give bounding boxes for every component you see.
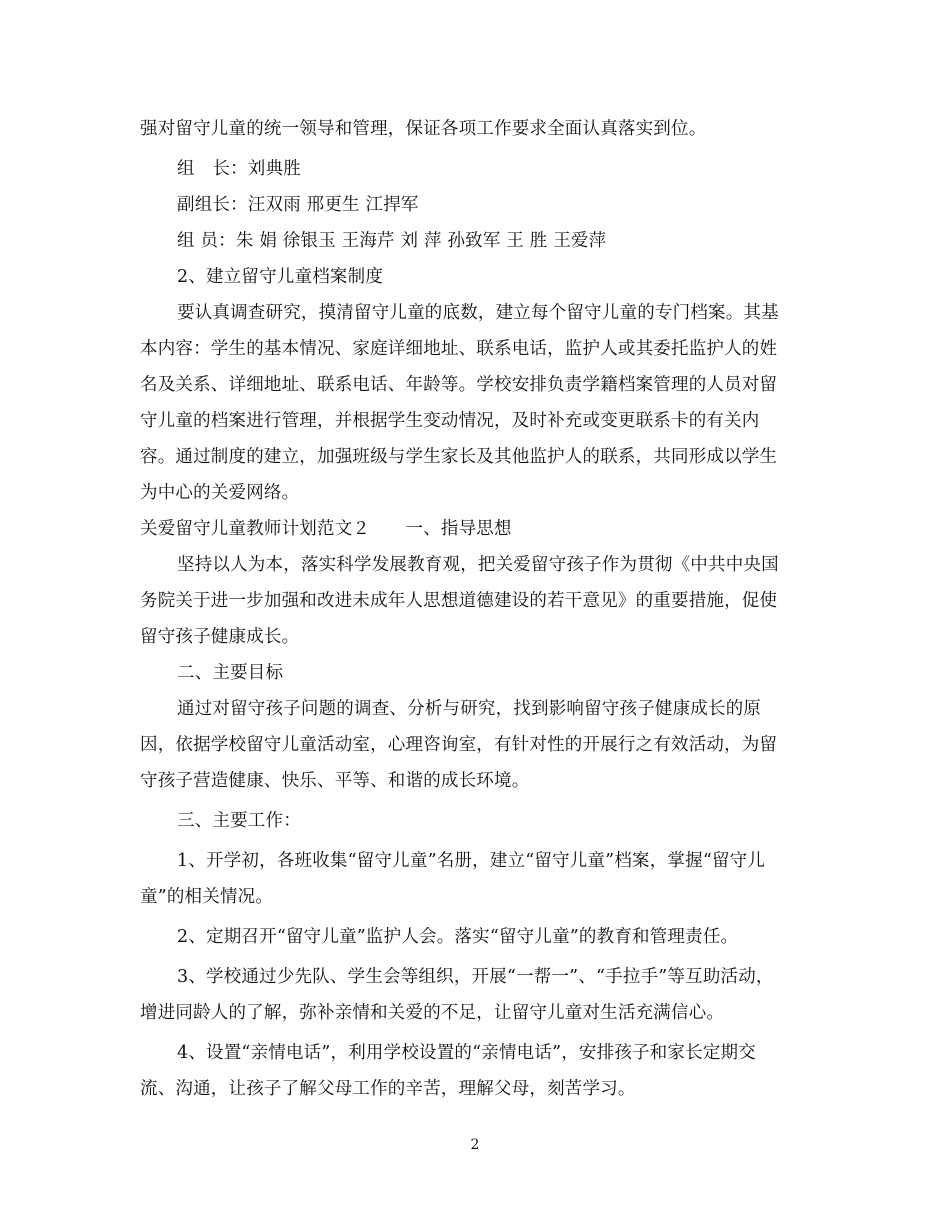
text-line: 3、学校通过少先队、学生会等组织，开展“一帮一”、“手拉手”等互助活动， [177, 967, 774, 987]
text-line: 组 长：刘典胜 [177, 159, 301, 179]
text-line: 守儿童的档案进行管理，并根据学生变动情况，及时补充或变更联系卡的有关内 [140, 411, 760, 431]
text-line: 副组长：汪双雨 邢更生 江捍军 [177, 195, 419, 215]
text-line: 1、开学初，各班收集“留守儿童”名册，建立“留守儿童”档案，掌握“留守儿 [177, 851, 766, 871]
text-line: 容。通过制度的建立，加强班级与学生家长及其他监护人的联系，共同形成以学生 [140, 447, 778, 467]
text-line: 留守孩子健康成长。 [140, 627, 300, 647]
text-line: 2、定期召开“留守儿童”监护人会。落实“留守儿童”的教育和管理责任。 [177, 927, 739, 947]
text-line: 童”的相关情况。 [140, 887, 274, 907]
text-line: 坚持以人为本，落实科学发展教育观，把关爱留守孩子作为贯彻《中共中央国 [177, 555, 779, 575]
section-heading: 三、主要工作： [177, 811, 301, 831]
section-heading: 二、主要目标 [177, 663, 284, 683]
text-line: 因，依据学校留守儿童活动室，心理咨询室，有针对性的开展行之有效活动，为留 [140, 735, 778, 755]
text-line: 增进同龄人的了解，弥补亲情和关爱的不足，让留守儿童对生活充满信心。 [140, 1003, 725, 1023]
text-line: 为中心的关爱网络。 [140, 483, 300, 503]
section-heading: 2、建立留守儿童档案制度 [177, 267, 384, 287]
text-line: 通过对留守孩子问题的调查、分析与研究，找到影响留守孩子健康成长的原 [177, 699, 762, 719]
text-line: 流、沟通，让孩子了解父母工作的辛苦，理解父母，刻苦学习。 [140, 1079, 636, 1099]
text-line: 务院关于进一步加强和改进未成年人思想道德建设的若干意见》的重要措施，促使 [140, 591, 778, 611]
text-line: 守孩子营造健康、快乐、平等、和谐的成长环境。 [140, 771, 530, 791]
text-line: 本内容：学生的基本情况、家庭详细地址、联系电话，监护人或其委托监护人的姓 [140, 339, 778, 359]
section-heading: 关爱留守儿童教师计划范文２ 一、指导思想 [140, 519, 512, 539]
text-line: 强对留守儿童的统一领导和管理，保证各项工作要求全面认真落实到位。 [140, 119, 707, 139]
page-number: 2 [470, 1137, 480, 1153]
text-line: 名及关系、详细地址、联系电话、年龄等。学校安排负责学籍档案管理的人员对留 [140, 375, 778, 395]
text-line: 要认真调查研究，摸清留守儿童的底数，建立每个留守儿童的专门档案。其基 [177, 303, 779, 323]
text-line: 组 员：朱 娟 徐银玉 王海芹 刘 萍 孙致军 王 胜 王爱萍 [177, 231, 607, 251]
text-line: 4、设置“亲情电话”，利用学校设置的“亲情电话”，安排孩子和家长定期交 [177, 1043, 756, 1063]
